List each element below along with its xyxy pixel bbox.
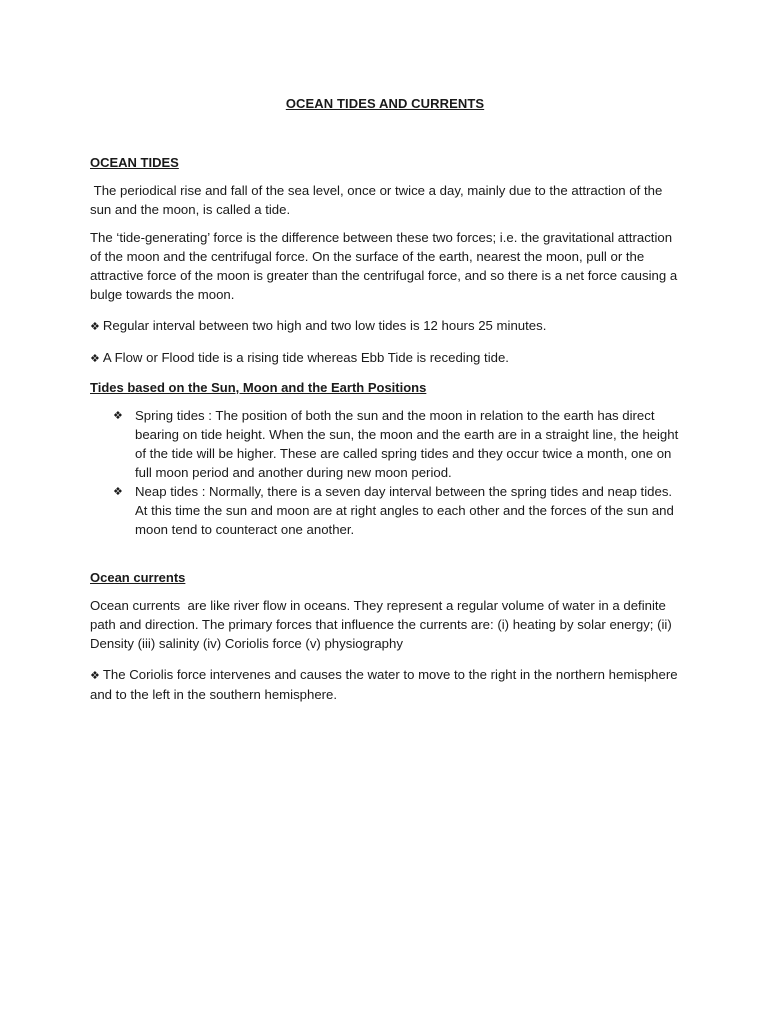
list-item-text: Spring tides : The position of both the sun and the moon in relation to the earth has direct bearing on tide height. When the sun, the moon and the earth are in a straight line, the height of the tide will be higher. These are called spring tides and they occur twice a month, one on full moon period and another during new moon period. (135, 408, 679, 480)
section-heading-ocean-currents: Ocean currents (90, 570, 186, 585)
point-regular-interval-text: Regular interval between two high and two low tides is 12 hours 25 minutes. (102, 318, 547, 333)
point-coriolis (90, 665, 680, 704)
document-body (90, 94, 680, 713)
tide-types-list (90, 406, 680, 539)
diamond-bullet-icon: ❖ (113, 485, 123, 498)
list-item-spring-tides (113, 406, 680, 482)
point-flood-ebb (90, 348, 680, 368)
paragraph-tide-definition: The periodical rise and fall of the sea level, once or twice a day, mainly due to the attraction of the sun and the moon, is called a tide. (90, 183, 666, 217)
point-regular-interval (90, 316, 680, 336)
point-flood-ebb-text: A Flow or Flood tide is a rising tide whereas Ebb Tide is receding tide. (102, 350, 509, 365)
list-item-text: Neap tides : Normally, there is a seven day interval between the spring tides and neap tides. At this time the sun and moon are at right angles to each other and the forces of the sun and moon tend to counteract one another. (135, 484, 674, 537)
paragraph-ocean-currents: Ocean currents are like river flow in oceans. They represent a regular volume of water in a definite path and direction. The primary forces that influence the currents are: (i) heating by solar energy; (ii) Density (iii) salinity (iv) Coriolis force (v) physiography (90, 598, 676, 651)
paragraph-tide-generating-force: The ‘tide-generating’ force is the difference between these two forces; i.e. the gravitational attraction of the moon and the centrifugal force. On the surface of the earth, nearest the moon, pull or the attractive force of the moon is greater than the centrifugal force, and so there is a net force causing a bulge towards the moon. (90, 230, 678, 302)
section-heading-tide-positions: Tides based on the Sun, Moon and the Earth Positions (90, 380, 427, 395)
section-spacer (90, 539, 680, 568)
diamond-bullet-icon: ❖ (90, 352, 100, 365)
list-item-neap-tides (113, 482, 680, 539)
diamond-bullet-icon: ❖ (113, 409, 123, 422)
document-title: OCEAN TIDES AND CURRENTS (285, 96, 485, 111)
diamond-bullet-icon: ❖ (90, 320, 100, 333)
point-coriolis-text: The Coriolis force intervenes and causes the water to move to the right in the northern hemisphere and to the left in the southern hemisphere. (90, 667, 678, 702)
diamond-bullet-icon: ❖ (90, 669, 100, 682)
section-heading-ocean-tides: OCEAN TIDES (90, 155, 179, 170)
